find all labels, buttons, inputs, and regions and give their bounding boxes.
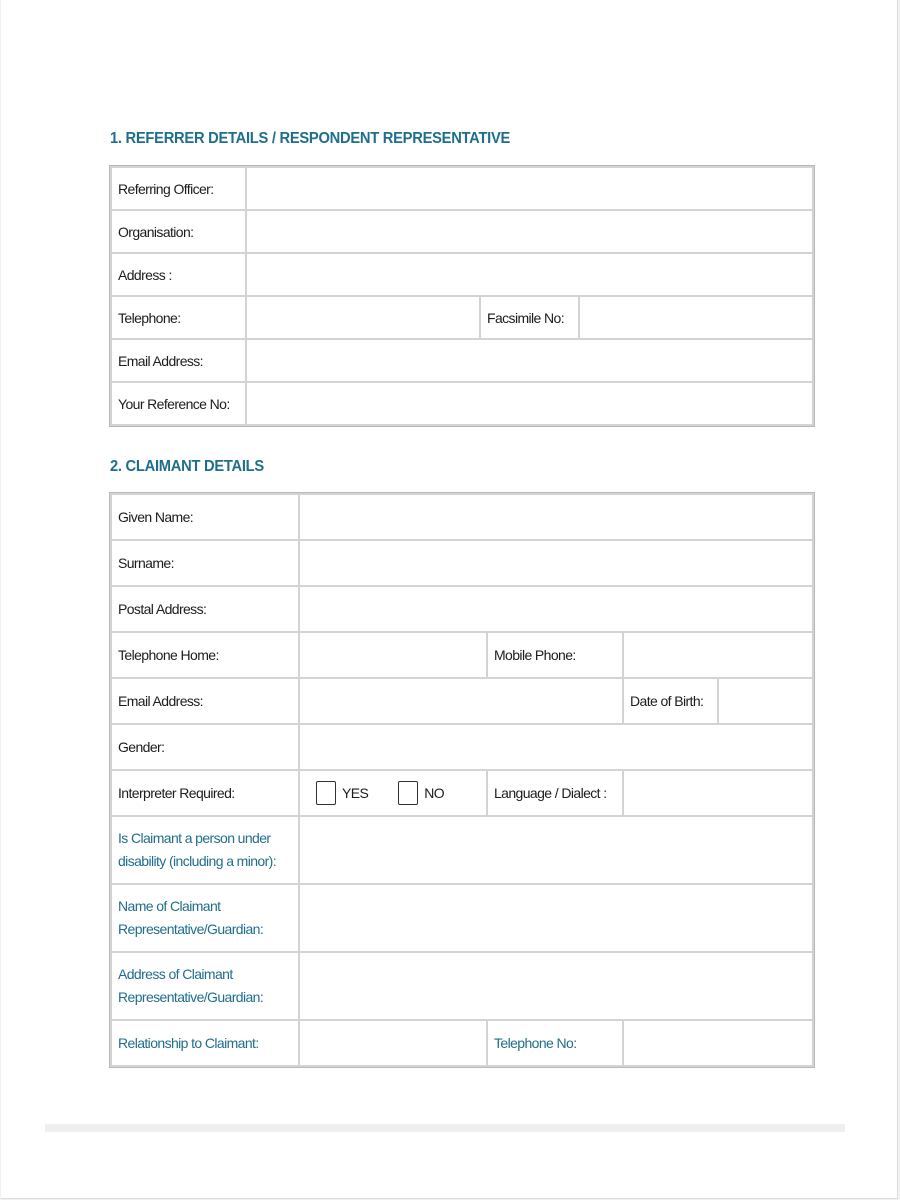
organisation-label: Organisation:: [111, 210, 246, 253]
section-1-title: 1. REFERRER DETAILS / RESPONDENT REPRESENTATIVE: [110, 130, 511, 147]
language-dialect-field[interactable]: [623, 770, 813, 816]
language-dialect-label: Language / Dialect :: [487, 770, 623, 816]
reference-label: Your Reference No:: [111, 382, 246, 425]
disability-field[interactable]: [299, 816, 813, 884]
email-label: Email Address:: [111, 339, 246, 382]
table-row: [111, 296, 813, 339]
disability-label: Is Claimant a person under disability (including a minor):: [111, 816, 299, 884]
gender-label: Gender:: [111, 724, 299, 770]
document-page: [1, 0, 898, 1199]
date-of-birth-field[interactable]: [718, 678, 813, 724]
surname-label: Surname:: [111, 540, 299, 586]
table-row: [111, 952, 813, 1020]
yes-checkbox[interactable]: [316, 781, 336, 805]
rep-name-field[interactable]: [299, 884, 813, 952]
referring-officer-label: Referring Officer:: [111, 167, 246, 210]
relationship-label: Relationship to Claimant:: [111, 1020, 299, 1066]
table-row: [111, 586, 813, 632]
date-of-birth-label: Date of Birth:: [623, 678, 718, 724]
table-row: [111, 167, 813, 210]
rep-name-label: Name of Claimant Representative/Guardian:: [111, 884, 299, 952]
claimant-email-field[interactable]: [299, 678, 623, 724]
table-row: [111, 382, 813, 425]
postal-address-label: Postal Address:: [111, 586, 299, 632]
facsimile-field[interactable]: [579, 296, 813, 339]
table-row: [111, 724, 813, 770]
telephone-home-label: Telephone Home:: [111, 632, 299, 678]
table-row: [111, 494, 813, 540]
referring-officer-field[interactable]: [246, 167, 813, 210]
mobile-phone-label: Mobile Phone:: [487, 632, 623, 678]
claimant-email-label: Email Address:: [111, 678, 299, 724]
claimant-details-table: [110, 493, 814, 1067]
gender-field[interactable]: [299, 724, 813, 770]
organisation-field[interactable]: [246, 210, 813, 253]
address-field[interactable]: [246, 253, 813, 296]
table-row: [111, 210, 813, 253]
no-label: NO: [424, 785, 445, 801]
given-name-field[interactable]: [299, 494, 813, 540]
telephone-label: Telephone:: [111, 296, 246, 339]
table-row: [111, 632, 813, 678]
table-row: [111, 540, 813, 586]
no-checkbox[interactable]: [398, 781, 418, 805]
interpreter-required-label: Interpreter Required:: [111, 770, 299, 816]
telephone-no-field[interactable]: [623, 1020, 813, 1066]
reference-field[interactable]: [246, 382, 813, 425]
telephone-no-label: Telephone No:: [487, 1020, 623, 1066]
telephone-home-field[interactable]: [299, 632, 487, 678]
given-name-label: Given Name:: [111, 494, 299, 540]
relationship-field[interactable]: [299, 1020, 487, 1066]
surname-field[interactable]: [299, 540, 813, 586]
address-label: Address :: [111, 253, 246, 296]
referrer-details-table: [110, 166, 814, 426]
table-row: [111, 816, 813, 884]
page-footer-divider: [45, 1124, 845, 1132]
table-row: [111, 678, 813, 724]
section-2-title: 2. CLAIMANT DETAILS: [110, 458, 264, 475]
rep-address-label: Address of Claimant Representative/Guardian:: [111, 952, 299, 1020]
postal-address-field[interactable]: [299, 586, 813, 632]
table-row: [111, 770, 813, 816]
table-row: [111, 253, 813, 296]
facsimile-label: Facsimile No:: [480, 296, 579, 339]
table-row: [111, 884, 813, 952]
table-row: [111, 339, 813, 382]
yes-label: YES: [342, 785, 369, 801]
mobile-phone-field[interactable]: [623, 632, 813, 678]
email-field[interactable]: [246, 339, 813, 382]
interpreter-options: [299, 770, 487, 816]
telephone-field[interactable]: [246, 296, 480, 339]
table-row: [111, 1020, 813, 1066]
rep-address-field[interactable]: [299, 952, 813, 1020]
